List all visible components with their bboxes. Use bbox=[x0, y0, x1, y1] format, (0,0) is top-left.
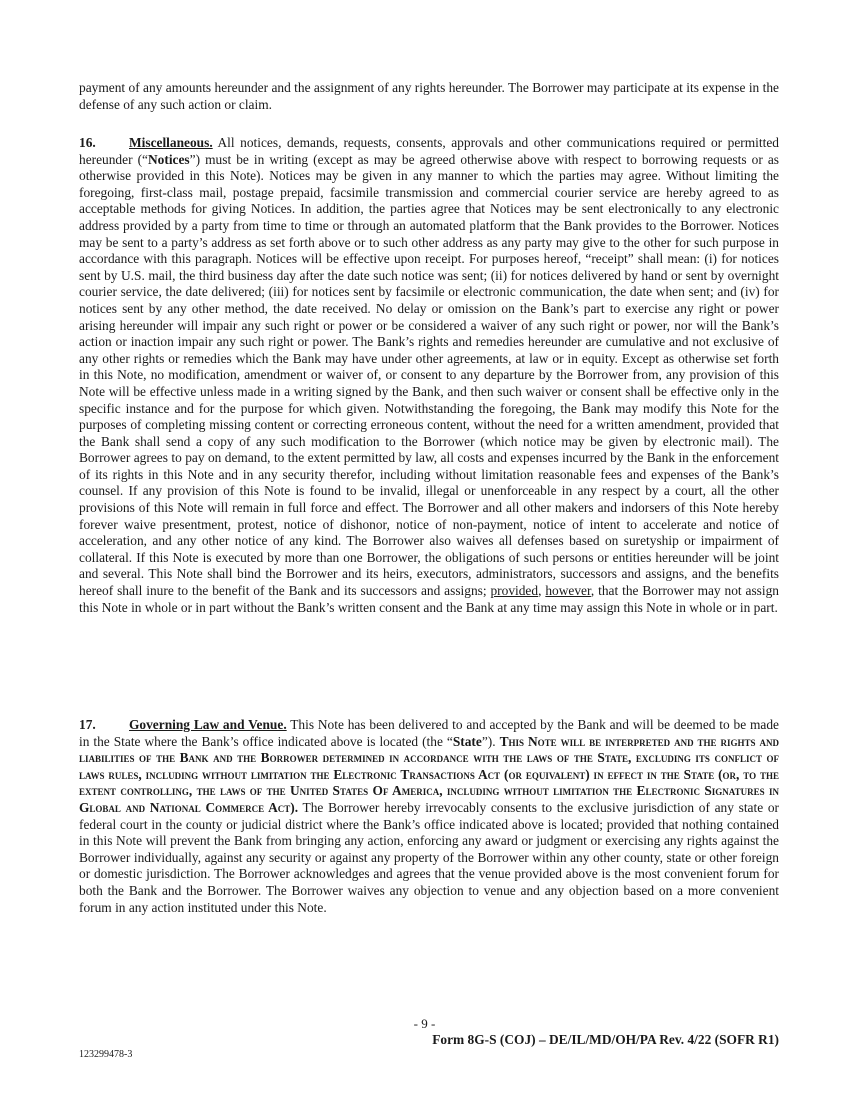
section-17-text-2: ”). bbox=[481, 733, 500, 749]
section-17-text-1: This Note has been delivered to and accepted by the Bank and will be deemed to be made in the State where the Bank’s office indicated above is located (the “ bbox=[79, 717, 779, 749]
document-number: 123299478-3 bbox=[79, 1049, 133, 1060]
section-16-comma: , bbox=[538, 583, 546, 599]
state-defined-term: State bbox=[452, 733, 482, 749]
page-number: - 9 - bbox=[413, 1016, 436, 1031]
provided-term: provided bbox=[490, 583, 539, 599]
section-17-heading: Governing Law and Venue. bbox=[129, 717, 287, 732]
section-16-number: 16. bbox=[79, 135, 96, 150]
notices-defined-term: Notices bbox=[148, 151, 190, 167]
continuation-paragraph: payment of any amounts hereunder and the assignment of any rights hereunder. The Borrower may participate at its expense in the defense of any such action or claim. bbox=[79, 80, 779, 112]
section-16-heading: Miscellaneous. bbox=[129, 135, 213, 150]
section-16-text-3: , that the Borrower may not assign this Note in whole or in part without the Bank’s written consent and the Bank at any time may assign this Note in whole or in part. bbox=[79, 583, 779, 615]
section-16-text-2: ”) must be in writing (except as may be agreed otherwise above with respect to borrowing requests or as otherwise provided in this Note). Notices may be given in any manner to which the parties may agree. Without limiting the foregoing, first-class mail, postage prepaid, facsimile transmission and commercial courier service are hereby agreed to as acceptable methods for giving Notices. In addition, the parties agree that Notices may be sent electronically to any electronic address provided by a party from time to time or through an automated platform that the Bank provides to the Borrower. Notices may be sent to a party’s address as set forth above or to such other address as any party may give to the other for such purpose in accordance with this paragraph. Notices will be effective upon receipt. For purposes hereof, “receipt” shall mean: (i) for notices sent by U.S. mail, the third business day after the date such notice was sent; (ii) for notices delivered by hand or sent by overnight courier service, the date delivered; (iii) for notices sent by facsimile or electronic communication, the date when sent; and (iv) for notices sent by any other method, the date received. No delay or omission on the Bank’s part to exercise any right or power arising hereunder will impair any such right or power or be considered a waiver of any such right or power, nor will the Bank’s action or inaction impair any such right or power. The Bank’s rights and remedies hereunder are cumulative and not exclusive of any other rights or remedies which the Bank may have under other agreements, at law or in equity. Except as otherwise set forth in this Note, no modification, amendment or waiver of, or consent to any departure by the Borrower from, any provision of this Note will be effective unless made in a writing signed by the Bank, and then such waiver or consent shall be effective only in the specific instance and for the purpose for which given. Notwithstanding the foregoing, the Bank may modify this Note for the purposes of completing missing content or correcting erroneous content, without the need for a written amendment, provided that the Bank shall send a copy of any such modification to the Borrower (which notice may be given by electronic mail). The Borrower agrees to pay on demand, to the extent permitted by law, all costs and expenses incurred by the Bank in the enforcement of its rights in this Note and in any security therefor, including without limitation reasonable fees and expenses of the Bank’s counsel. If any provision of this Note is found to be invalid, illegal or unenforceable in any respect by a court, all the other provisions of this Note will remain in full force and effect. The Borrower and all other makers and indorsers of this Note hereby forever waive presentment, protest, notice of dishonor, notice of non-payment, notice of intent to accelerate and notice of acceleration, and any other notice of any kind. The Borrower also waives all defenses based on suretyship or impairment of collateral. If this Note is executed by more than one Borrower, the obligations of such persons or entities hereunder will be joint and several. This Note shall bind the Borrower and its heirs, executors, administrators, successors and assigns, and the benefits hereof shall inure to the benefit of the Bank and its successors and assigns; bbox=[79, 151, 779, 599]
governing-law-clause: This Note will be interpreted and the rights and liabilities of the Bank and the Borrower determined in accordance with the laws of the State, excluding its conflict of laws rules, including without limitation the Electronic Transactions Act (or equivalent) in effect in the State (or, to the extent controlling, the laws of the United States Of America, including without limitation the Electronic Signatures in Global and National Commerce Act). bbox=[79, 733, 779, 815]
section-17-number: 17. bbox=[79, 717, 96, 732]
section-16-paragraph bbox=[79, 135, 779, 616]
form-identifier: Form 8G-S (COJ) – DE/IL/MD/OH/PA Rev. 4/22 (SOFR R1) bbox=[432, 1032, 779, 1047]
section-17-paragraph bbox=[79, 717, 779, 916]
however-term: however bbox=[545, 583, 591, 599]
section-17-text-3: The Borrower hereby irrevocably consents to the exclusive jurisdiction of any state or federal court in the county or judicial district where the Bank’s office indicated above is located; provided that nothing contained in this Note will prevent the Bank from bringing any action, enforcing any award or judgment or exercising any rights against the Borrower individually, against any security or against any property of the Borrower within any other county, state or other foreign or domestic jurisdiction. The Borrower acknowledges and agrees that the venue provided above is the most convenient forum for both the Bank and the Borrower. The Borrower waives any objection to venue and any objection based on a more convenient forum in any action instituted under this Note. bbox=[79, 799, 780, 915]
section-16-text-1: All notices, demands, requests, consents, approvals and other communications required or permitted hereunder (“ bbox=[79, 135, 779, 167]
